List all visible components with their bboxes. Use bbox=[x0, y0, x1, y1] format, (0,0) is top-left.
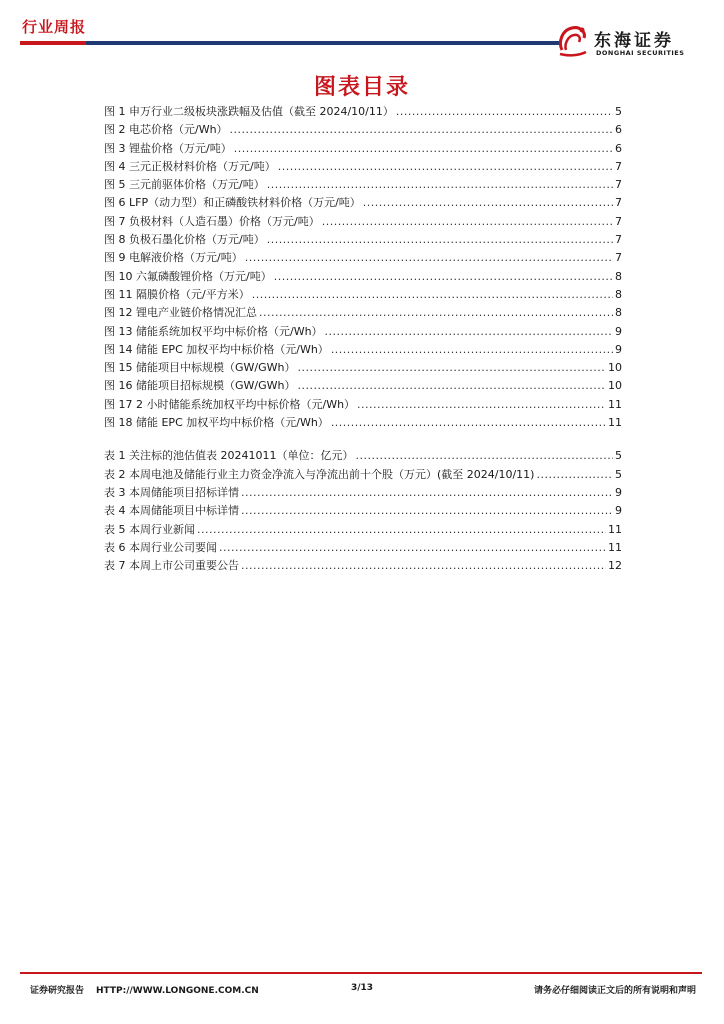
table-entry[interactable] bbox=[104, 484, 622, 502]
header-divider-red bbox=[20, 41, 86, 45]
dot-leader bbox=[259, 304, 613, 322]
table-entry[interactable] bbox=[104, 466, 622, 484]
figure-entry-page: 8 bbox=[615, 306, 622, 320]
dot-leader bbox=[267, 231, 613, 249]
table-list bbox=[104, 447, 622, 575]
table-entry[interactable] bbox=[104, 521, 622, 539]
figure-entry[interactable] bbox=[104, 359, 622, 377]
dot-leader bbox=[297, 359, 606, 377]
list-gap bbox=[104, 432, 622, 447]
figure-entry-page: 5 bbox=[615, 105, 622, 118]
table-entry-page: 9 bbox=[615, 485, 622, 499]
logo-en-text: DONGHAI SECURITIES bbox=[596, 49, 685, 57]
dot-leader bbox=[252, 286, 613, 304]
table-entry-label: 表 5 本周行业新闻 bbox=[104, 522, 195, 536]
table-entry[interactable] bbox=[104, 447, 622, 465]
figure-entry-label: 图 7 负极材料（人造石墨）价格（万元/吨） bbox=[104, 214, 320, 228]
figure-entry[interactable] bbox=[104, 249, 622, 267]
figure-entry-page: 6 bbox=[615, 123, 622, 137]
figure-entry-page: 11 bbox=[608, 397, 622, 411]
figure-entry[interactable] bbox=[104, 121, 622, 139]
figure-entry[interactable] bbox=[104, 194, 622, 212]
figure-entry-page: 10 bbox=[608, 361, 622, 375]
figure-entry[interactable] bbox=[104, 231, 622, 249]
figure-entry-page: 9 bbox=[615, 324, 622, 338]
table-entry-label: 表 1 关注标的池估值表 20241011（单位：亿元） bbox=[104, 449, 354, 463]
figure-entry[interactable] bbox=[104, 176, 622, 194]
figure-entry[interactable] bbox=[104, 377, 622, 395]
figure-entry-page: 8 bbox=[615, 269, 622, 283]
dot-leader bbox=[219, 539, 606, 557]
figure-entry-page: 11 bbox=[608, 416, 622, 430]
figure-entry[interactable] bbox=[104, 103, 622, 121]
dot-leader bbox=[234, 140, 613, 158]
figure-entry-page: 7 bbox=[615, 159, 622, 173]
logo-dragon-icon bbox=[556, 20, 590, 60]
dot-leader bbox=[363, 194, 613, 212]
figure-entry[interactable] bbox=[104, 323, 622, 341]
table-entry-label: 表 2 本周电池及储能行业主力资金净流入与净流出前十个股（万元）(截至 2024/10/11) bbox=[104, 467, 535, 481]
dot-leader bbox=[325, 323, 613, 341]
table-entry[interactable] bbox=[104, 557, 622, 575]
figure-entry-label: 图 13 储能系统加权平均中标价格（元/Wh） bbox=[104, 324, 323, 338]
figure-entry-label: 图 18 储能 EPC 加权平均中标价格（元/Wh） bbox=[104, 416, 329, 430]
dot-leader bbox=[331, 341, 613, 359]
figure-entry[interactable] bbox=[104, 268, 622, 286]
figure-entry[interactable] bbox=[104, 304, 622, 322]
dot-leader bbox=[322, 213, 613, 231]
table-entry-page: 9 bbox=[615, 504, 622, 518]
dot-leader bbox=[241, 484, 613, 502]
figure-entry[interactable] bbox=[104, 286, 622, 304]
figure-entry-label: 图 2 电芯价格（元/Wh） bbox=[104, 123, 228, 137]
table-entry-label: 表 4 本周储能项目中标详情 bbox=[104, 504, 239, 518]
dot-leader bbox=[197, 521, 606, 539]
dot-leader bbox=[245, 249, 613, 267]
figure-entry-label: 图 4 三元正极材料价格（万元/吨） bbox=[104, 159, 276, 173]
table-entry-page: 11 bbox=[608, 540, 622, 554]
header-divider bbox=[20, 41, 560, 45]
figure-entry-label: 图 16 储能项目招标规模（GW/GWh） bbox=[104, 379, 296, 393]
figure-entry-label: 图 9 电解液价格（万元/吨） bbox=[104, 251, 243, 265]
table-entry-page: 5 bbox=[615, 467, 622, 481]
report-type-tag: 行业周报 bbox=[22, 18, 87, 36]
table-entry-page: 11 bbox=[608, 522, 622, 536]
page-title: 图表目录 bbox=[313, 75, 410, 100]
figure-entry-label: 图 11 隔膜价格（元/平方米） bbox=[104, 287, 250, 301]
dot-leader bbox=[274, 268, 613, 286]
figure-entry[interactable] bbox=[104, 213, 622, 231]
figure-entry[interactable] bbox=[104, 396, 622, 414]
footer-url-link[interactable]: HTTP://WWW.LONGONE.COM.CN bbox=[96, 986, 259, 996]
figure-entry-page: 8 bbox=[615, 287, 622, 301]
dot-leader bbox=[230, 121, 613, 139]
figure-entry-page: 10 bbox=[608, 379, 622, 393]
logo-cn-text: 东海证券 bbox=[594, 31, 674, 51]
figure-entry-label: 图 3 锂盐价格（万元/吨） bbox=[104, 141, 232, 155]
dot-leader bbox=[278, 158, 613, 176]
dot-leader bbox=[331, 414, 606, 432]
figure-entry-label: 图 14 储能 EPC 加权平均中标价格（元/Wh） bbox=[104, 342, 329, 356]
table-entry-page: 12 bbox=[608, 559, 622, 573]
dot-leader bbox=[536, 466, 613, 484]
table-entry[interactable] bbox=[104, 502, 622, 520]
dot-leader bbox=[396, 103, 613, 121]
header-divider-navy bbox=[86, 41, 560, 45]
footer-disclaimer: 请务必仔细阅读正文后的所有说明和声明 bbox=[533, 986, 696, 996]
table-entry[interactable] bbox=[104, 539, 622, 557]
figure-entry-page: 9 bbox=[615, 342, 622, 356]
table-entry-label: 表 7 本周上市公司重要公告 bbox=[104, 559, 239, 573]
footer-report-type: 证券研究报告 bbox=[30, 986, 85, 996]
table-of-contents bbox=[104, 103, 622, 575]
figure-entry-label: 图 17 2 小时储能系统加权平均中标价格（元/Wh） bbox=[104, 397, 356, 411]
figure-entry-page: 6 bbox=[615, 141, 622, 155]
table-entry-label: 表 3 本周储能项目招标详情 bbox=[104, 485, 239, 499]
figure-entry-page: 7 bbox=[615, 178, 622, 192]
footer-divider bbox=[20, 972, 702, 974]
figure-entry-label: 图 8 负极石墨化价格（万元/吨） bbox=[104, 233, 265, 247]
figure-list bbox=[104, 103, 622, 432]
figure-entry-label: 图 6 LFP（动力型）和正磷酸铁材料价格（万元/吨） bbox=[104, 196, 361, 210]
figure-entry-label: 图 12 锂电产业链价格情况汇总 bbox=[104, 306, 257, 320]
table-entry-label: 表 6 本周行业公司要闻 bbox=[104, 540, 217, 554]
figure-entry-page: 7 bbox=[615, 251, 622, 265]
figure-entry[interactable] bbox=[104, 414, 622, 432]
figure-entry-page: 7 bbox=[615, 233, 622, 247]
table-entry-page: 5 bbox=[615, 449, 622, 463]
figure-entry-label: 图 15 储能项目中标规模（GW/GWh） bbox=[104, 361, 296, 375]
figure-entry[interactable] bbox=[104, 158, 622, 176]
page-number: 3/13 bbox=[350, 983, 374, 993]
dot-leader bbox=[297, 377, 606, 395]
figure-entry-label: 图 10 六氟磷酸锂价格（万元/吨） bbox=[104, 269, 272, 283]
figure-entry-page: 7 bbox=[615, 196, 622, 210]
dot-leader bbox=[267, 176, 613, 194]
figure-entry-page: 7 bbox=[615, 214, 622, 228]
figure-entry-label: 图 5 三元前驱体价格（万元/吨） bbox=[104, 178, 265, 192]
figure-entry[interactable] bbox=[104, 341, 622, 359]
figure-entry-label: 图 1 申万行业二级板块涨跌幅及估值（截至 2024/10/11） bbox=[104, 105, 394, 118]
dot-leader bbox=[241, 557, 606, 575]
dot-leader bbox=[355, 447, 613, 465]
dot-leader bbox=[357, 396, 606, 414]
figure-entry[interactable] bbox=[104, 140, 622, 158]
donghai-logo bbox=[556, 20, 706, 60]
dot-leader bbox=[241, 502, 613, 520]
